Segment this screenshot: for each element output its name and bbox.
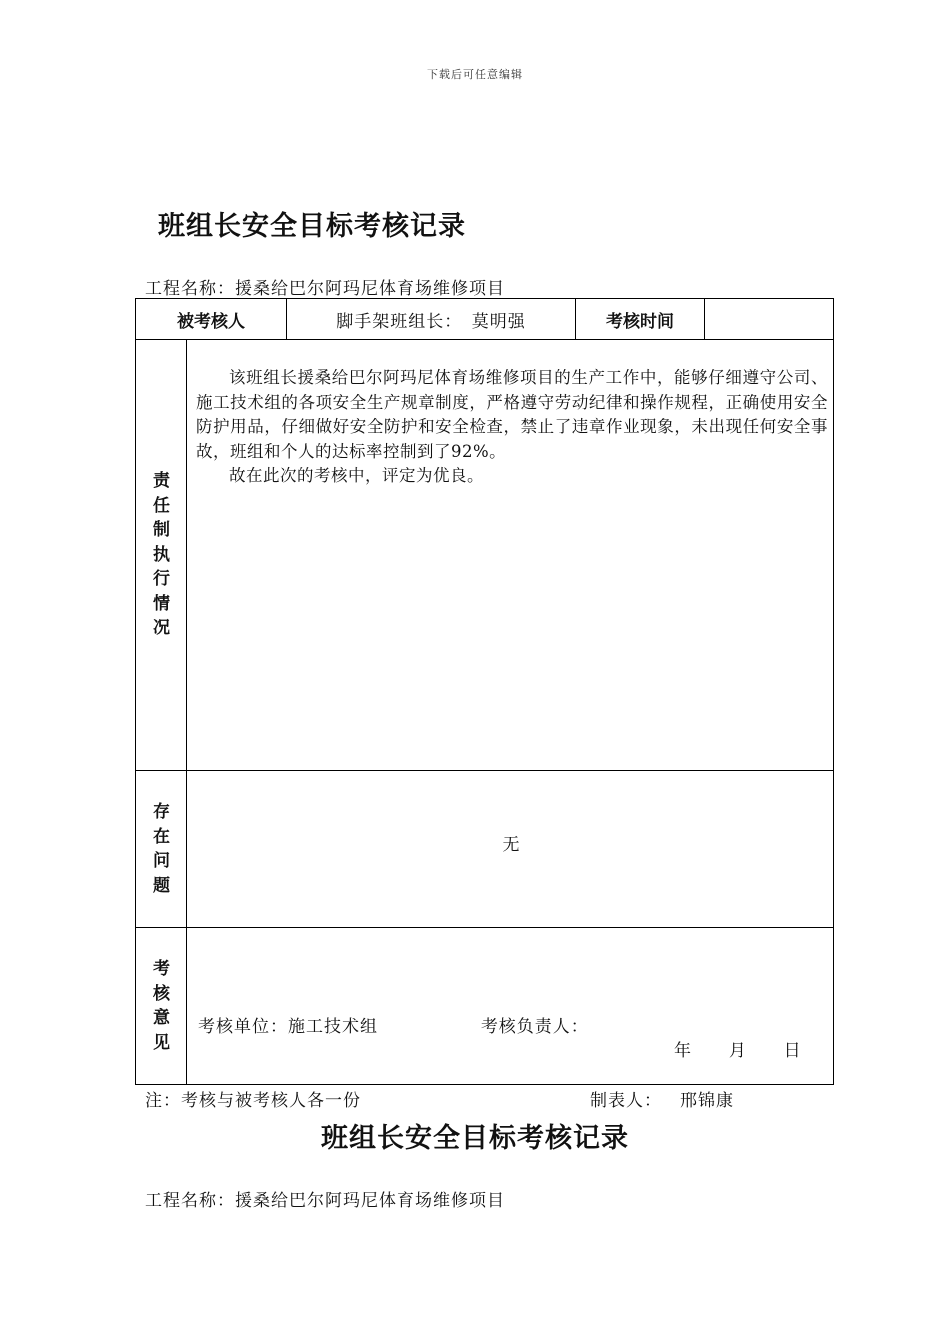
label-char: 见 bbox=[153, 1032, 170, 1053]
assessment-table bbox=[135, 298, 834, 1085]
date-line bbox=[674, 1036, 802, 1061]
label-char: 行 bbox=[153, 569, 170, 590]
opinion-fields bbox=[198, 1012, 589, 1037]
page-title: 班组长安全目标考核记录 bbox=[158, 211, 466, 242]
label-char: 制 bbox=[153, 520, 170, 541]
maker-label: 制表人： bbox=[590, 1091, 662, 1111]
header-note: 下载后可任意编辑 bbox=[427, 68, 523, 81]
assessing-person: 考核负责人： bbox=[480, 1017, 589, 1037]
label-char: 在 bbox=[153, 826, 170, 847]
row-divider bbox=[136, 339, 833, 340]
date-day: 日 bbox=[783, 1041, 802, 1061]
label-char: 问 bbox=[153, 851, 170, 871]
label-char: 意 bbox=[153, 1008, 170, 1028]
responsibility-paragraph: 该班组长援桑给巴尔阿玛尼体育场维修项目的生产工作中，能够仔细遵守公司、施工技术组的各项安全生产规章制度，严格遵守劳动纪律和操作规程，正确使用安全防护用品，仔细做好安全防护和安全检查，禁止了违章作业现象，未出现任何安全事故，班组和个人的达标率控制到了92%。 bbox=[196, 368, 828, 461]
project-name: 工程名称：援桑给巴尔阿玛尼体育场维修项目 bbox=[145, 279, 505, 299]
assessee-label: 被考核人 bbox=[177, 311, 245, 332]
assessment-time-value bbox=[705, 299, 833, 339]
label-char: 任 bbox=[153, 495, 170, 516]
project-name-2: 工程名称：援桑给巴尔阿玛尼体育场维修项目 bbox=[145, 1191, 505, 1211]
label-char: 核 bbox=[153, 983, 170, 1004]
responsibility-text bbox=[196, 366, 828, 489]
assessment-time-label: 考核时间 bbox=[606, 311, 674, 332]
date-year: 年 bbox=[674, 1041, 692, 1061]
label-char: 执 bbox=[153, 544, 170, 565]
table-maker bbox=[590, 1086, 734, 1111]
problems-value: 无 bbox=[502, 835, 520, 855]
page-title-2: 班组长安全目标考核记录 bbox=[321, 1123, 629, 1154]
assessing-unit: 考核单位：施工技术组 bbox=[198, 1017, 378, 1037]
date-month: 月 bbox=[728, 1041, 747, 1061]
label-char: 题 bbox=[153, 875, 170, 896]
label-char: 考 bbox=[153, 959, 170, 979]
assessee-value: 脚手架班组长： 莫明强 bbox=[336, 311, 526, 332]
label-char: 情 bbox=[153, 593, 170, 614]
maker-name: 邢锦康 bbox=[680, 1091, 734, 1111]
opinion-area bbox=[136, 928, 833, 1084]
label-char: 况 bbox=[153, 618, 170, 639]
problems-label bbox=[136, 771, 187, 927]
footer-note: 注：考核与被考核人各一份 bbox=[145, 1091, 361, 1111]
row-divider bbox=[136, 770, 833, 771]
label-char: 责 bbox=[153, 471, 170, 492]
responsibility-label bbox=[136, 340, 187, 770]
label-char: 存 bbox=[153, 802, 170, 822]
responsibility-paragraph: 故在此次的考核中，评定为优良。 bbox=[229, 466, 484, 485]
